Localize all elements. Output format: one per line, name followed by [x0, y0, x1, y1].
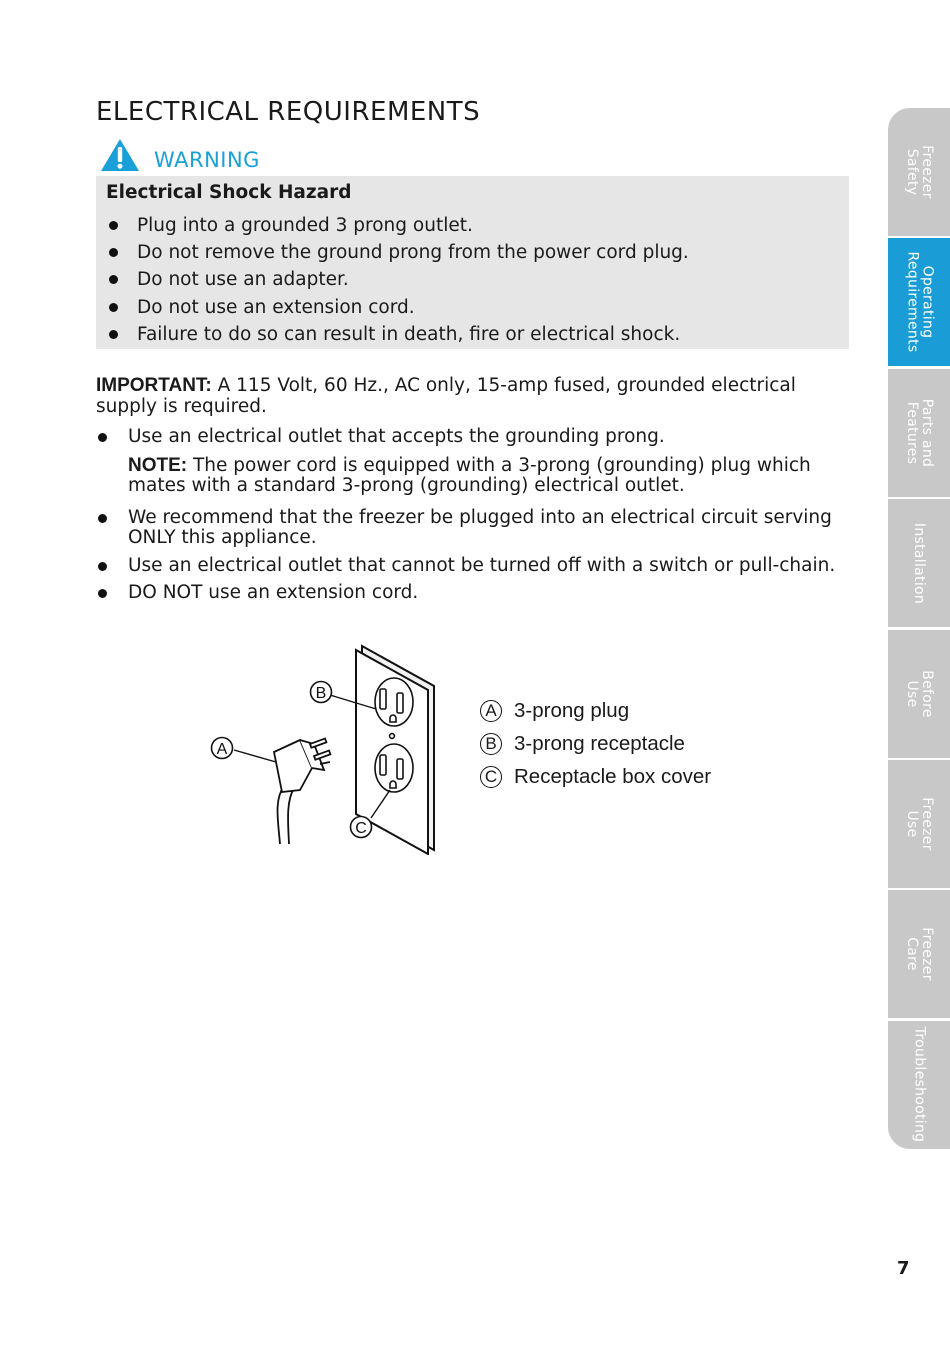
- warning-item: Do not use an extension cord.: [96, 294, 689, 321]
- callout-a: [212, 738, 233, 759]
- legend-item: [480, 727, 711, 760]
- important-paragraph: [96, 375, 856, 417]
- important-label: IMPORTANT:: [96, 375, 212, 396]
- warning-triangle-icon: [100, 138, 140, 172]
- tab-parts-and-features[interactable]: [888, 369, 950, 497]
- legend-letter: A: [480, 700, 502, 722]
- warning-item: Do not use an adapter.: [96, 266, 689, 293]
- note-paragraph: [128, 456, 856, 497]
- warning-list: [96, 212, 689, 348]
- requirement-item: [96, 427, 856, 497]
- warning-header: [100, 136, 260, 174]
- tab-label: Troubleshooting: [911, 1026, 928, 1143]
- tab-label: Before Use: [903, 669, 935, 718]
- tab-label: Freezer Care: [904, 927, 935, 982]
- section-tabs: [888, 108, 950, 1149]
- tab-label: Parts and Features: [904, 398, 936, 467]
- requirements-list: [96, 427, 856, 604]
- warning-box: [96, 176, 849, 349]
- plug-illustration: [274, 739, 330, 844]
- tab-before-use[interactable]: [888, 630, 950, 758]
- callout-b: [311, 682, 332, 703]
- legend-label: 3-prong receptacle: [514, 731, 685, 755]
- important-text: A 115 Volt, 60 Hz., AC only, 15-amp fused, grounded electrical supply is required.: [96, 375, 796, 417]
- warning-item: Failure to do so can result in death, fire or electrical shock.: [96, 321, 689, 348]
- note-text: The power cord is equipped with a 3-prong (grounding) plug which mates with a standard 3-prong (grounding) electrical outlet.: [128, 454, 811, 496]
- tab-freezer-care[interactable]: [888, 890, 950, 1018]
- page-number: 7: [897, 1258, 910, 1279]
- legend-item: [480, 694, 711, 727]
- tab-operating-requirements[interactable]: [888, 238, 950, 366]
- warning-item: Plug into a grounded 3 prong outlet.: [96, 212, 689, 239]
- callout-c: [351, 817, 372, 838]
- page-title: ELECTRICAL REQUIREMENTS: [96, 97, 481, 128]
- tab-label: Operating Requirements: [904, 251, 935, 353]
- tab-freezer-safety[interactable]: [888, 108, 950, 236]
- warning-item: Do not remove the ground prong from the power cord plug.: [96, 239, 689, 266]
- svg-text:B: B: [315, 685, 327, 702]
- tab-troubleshooting[interactable]: [888, 1021, 950, 1149]
- diagram-legend: [480, 694, 711, 793]
- requirement-item: We recommend that the freezer be plugged into an electrical circuit serving ONLY this appliance.: [96, 508, 856, 549]
- warning-label: WARNING: [154, 148, 260, 172]
- tab-label: Installation: [911, 522, 928, 604]
- tab-installation[interactable]: [888, 499, 950, 627]
- requirement-item: DO NOT use an extension cord.: [96, 583, 856, 604]
- outlet-plug-diagram: [196, 640, 456, 855]
- legend-letter: B: [480, 733, 502, 755]
- tab-label: Freezer Safety: [904, 145, 935, 199]
- svg-text:A: A: [216, 741, 228, 758]
- note-label: NOTE:: [128, 454, 188, 476]
- legend-label: 3-prong plug: [514, 698, 630, 722]
- requirement-item: Use an electrical outlet that cannot be turned off with a switch or pull-chain.: [96, 556, 856, 577]
- tab-freezer-use[interactable]: [888, 760, 950, 888]
- hazard-title: Electrical Shock Hazard: [106, 182, 352, 203]
- svg-text:C: C: [355, 820, 367, 837]
- tab-label: Freezer Use: [904, 797, 935, 851]
- legend-item: [480, 760, 711, 793]
- legend-letter: C: [480, 766, 502, 788]
- requirement-text: Use an electrical outlet that accepts the grounding prong.: [128, 426, 665, 447]
- legend-label: Receptacle box cover: [514, 764, 712, 788]
